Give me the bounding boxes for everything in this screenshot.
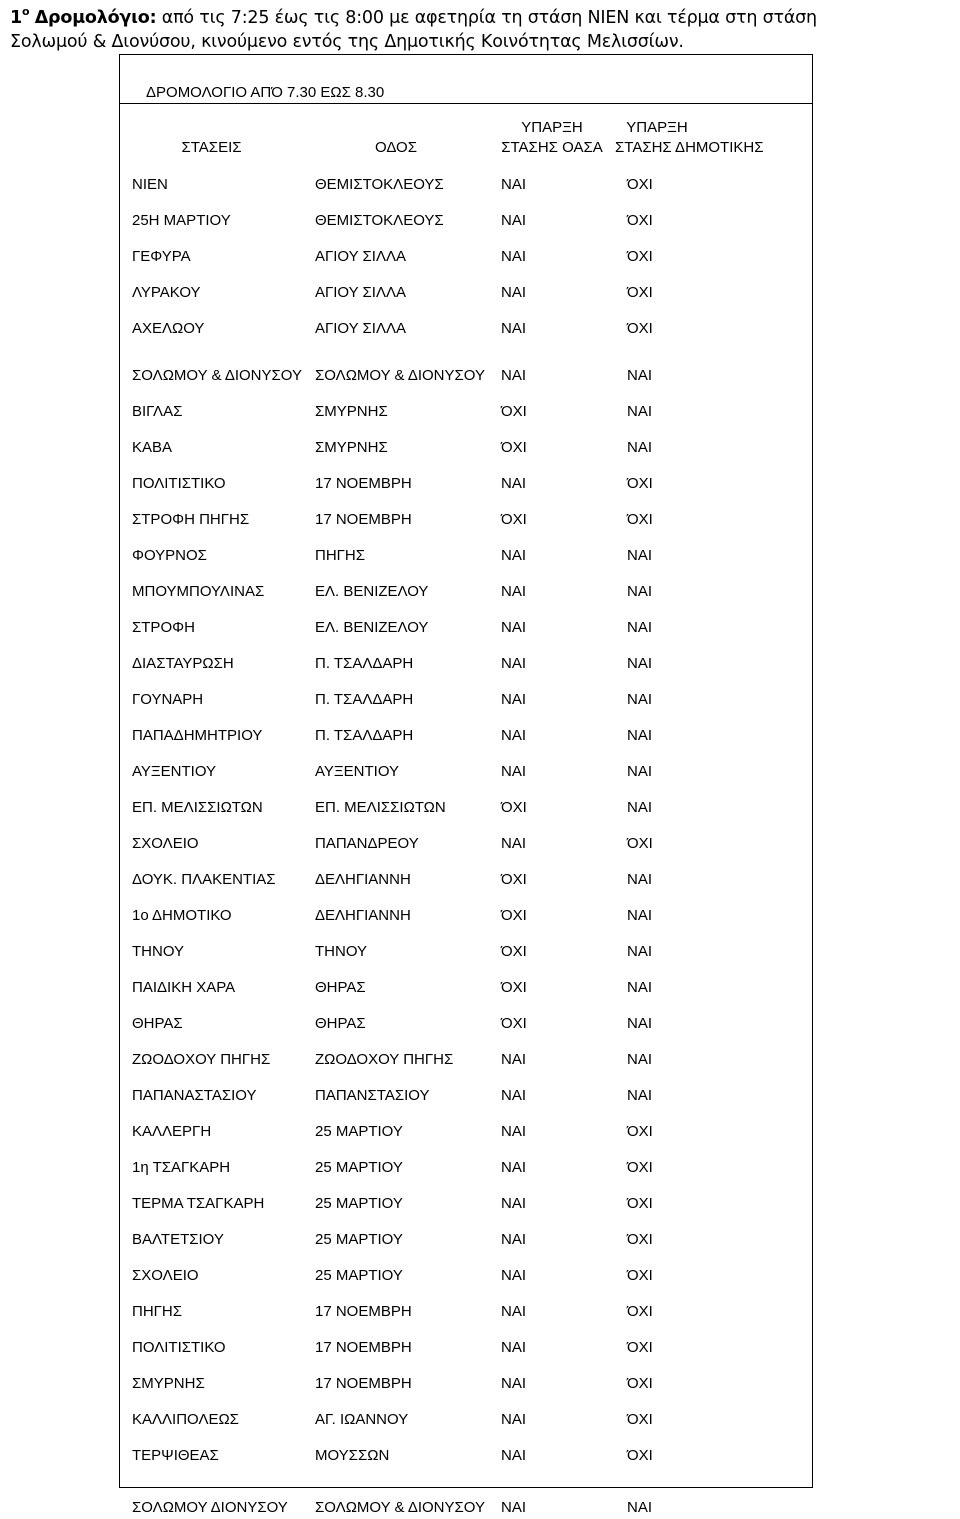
municipal-stop-cell: ΌΧΙ xyxy=(627,511,653,528)
municipal-stop-cell: ΌΧΙ xyxy=(627,1195,653,1212)
oasa-stop-cell: ΌΧΙ xyxy=(501,511,527,528)
street-cell: Π. ΤΣΑΛΔΑΡΗ xyxy=(315,727,414,744)
stop-cell: ΣΟΛΩΜΟΥ ΔΙΟΝΥΣΟΥ xyxy=(132,1499,288,1516)
municipal-stop-cell: ΝΑΙ xyxy=(627,547,653,564)
header-municipal-line2: ΣΤΑΣΗΣ ΔΗΜΟΤΙΚΗΣ xyxy=(615,139,764,156)
municipal-stop-cell: ΌΧΙ xyxy=(627,1447,653,1464)
stop-cell: ΕΠ. ΜΕΛΙΣΣΙΩΤΩΝ xyxy=(132,799,263,816)
oasa-stop-cell: ΝΑΙ xyxy=(501,1339,527,1356)
route-number: 1 xyxy=(10,8,22,28)
oasa-stop-cell: ΌΧΙ xyxy=(501,799,527,816)
oasa-stop-cell: ΝΑΙ xyxy=(501,727,527,744)
stop-cell: ΔΟΥΚ. ΠΛΑΚΕΝΤΙΑΣ xyxy=(132,871,276,888)
municipal-stop-cell: ΌΧΙ xyxy=(627,1159,653,1176)
stop-cell: ΓΕΦΥΡΑ xyxy=(132,248,191,265)
oasa-stop-cell: ΌΧΙ xyxy=(501,403,527,420)
municipal-stop-cell: ΝΑΙ xyxy=(627,691,653,708)
header-municipal xyxy=(615,108,813,160)
municipal-stop-cell: ΌΧΙ xyxy=(627,1339,653,1356)
header-oasa-line2: ΣΤΑΣΗΣ ΟΑΣΑ xyxy=(501,139,603,156)
street-cell: ΔΕΛΗΓΙΑΝΝΗ xyxy=(315,871,411,888)
table-row xyxy=(120,268,813,304)
oasa-stop-cell: ΌΧΙ xyxy=(501,907,527,924)
stop-cell: ΒΙΓΛΑΣ xyxy=(132,403,183,420)
oasa-stop-cell: ΌΧΙ xyxy=(501,1015,527,1032)
oasa-stop-cell: ΝΑΙ xyxy=(501,655,527,672)
table-row xyxy=(120,675,813,711)
schedule-table xyxy=(120,54,813,1519)
street-cell: ΕΠ. ΜΕΛΙΣΣΙΩΤΩΝ xyxy=(315,799,446,816)
stop-cell: ΘΗΡΑΣ xyxy=(132,1015,183,1032)
street-cell: 25 ΜΑΡΤΙΟΥ xyxy=(315,1231,403,1248)
table-row xyxy=(120,603,813,639)
table-row xyxy=(120,1359,813,1395)
street-cell: 17 ΝΟΕΜΒΡΗ xyxy=(315,1339,412,1356)
municipal-stop-cell: ΌΧΙ xyxy=(627,284,653,301)
oasa-stop-cell: ΝΑΙ xyxy=(501,176,527,193)
street-cell: 17 ΝΟΕΜΒΡΗ xyxy=(315,1303,412,1320)
table-header-row xyxy=(120,108,813,160)
stop-cell: ΖΩΟΔΟΧΟΥ ΠΗΓΗΣ xyxy=(132,1051,271,1068)
street-cell: 25 ΜΑΡΤΙΟΥ xyxy=(315,1123,403,1140)
municipal-stop-cell: ΝΑΙ xyxy=(627,367,653,384)
municipal-stop-cell: ΌΧΙ xyxy=(627,248,653,265)
municipal-stop-cell: ΝΑΙ xyxy=(627,763,653,780)
street-cell: ΑΓ. ΙΩΑΝΝΟΥ xyxy=(315,1411,409,1428)
header-stops xyxy=(120,108,303,160)
municipal-stop-cell: ΌΧΙ xyxy=(627,1123,653,1140)
municipal-stop-cell: ΝΑΙ xyxy=(627,655,653,672)
stop-cell: ΣΤΡΟΦΗ ΠΗΓΗΣ xyxy=(132,511,250,528)
route-label: Δρομολόγιο: xyxy=(34,8,157,28)
table-row xyxy=(120,495,813,531)
street-cell: 25 ΜΑΡΤΙΟΥ xyxy=(315,1267,403,1284)
street-cell: 17 ΝΟΕΜΒΡΗ xyxy=(315,1375,412,1392)
table-row xyxy=(120,340,813,387)
stop-cell: ΣΟΛΩΜΟΥ & ΔΙΟΝΥΣΟΥ xyxy=(132,367,302,384)
municipal-stop-cell: ΌΧΙ xyxy=(627,475,653,492)
municipal-stop-cell: ΝΑΙ xyxy=(627,727,653,744)
street-cell: ΠΑΠΑΝΔΡΕΟΥ xyxy=(315,835,419,852)
municipal-stop-cell: ΝΑΙ xyxy=(627,979,653,996)
table-row xyxy=(120,1071,813,1107)
table-row xyxy=(120,531,813,567)
oasa-stop-cell: ΝΑΙ xyxy=(501,284,527,301)
oasa-stop-cell: ΝΑΙ xyxy=(501,1159,527,1176)
municipal-stop-cell: ΝΑΙ xyxy=(627,1015,653,1032)
table-row xyxy=(120,567,813,603)
oasa-stop-cell: ΝΑΙ xyxy=(501,1375,527,1392)
table-row xyxy=(120,783,813,819)
street-cell: ΜΟΥΣΣΩΝ xyxy=(315,1447,390,1464)
stop-cell: 25Η ΜΑΡΤΙΟΥ xyxy=(132,212,231,229)
street-cell: ΘΕΜΙΣΤΟΚΛΕΟΥΣ xyxy=(315,212,444,229)
oasa-stop-cell: ΌΧΙ xyxy=(501,439,527,456)
street-cell: ΑΓΙΟΥ ΣΙΛΛΑ xyxy=(315,320,407,337)
table-row xyxy=(120,1251,813,1287)
street-cell: 17 ΝΟΕΜΒΡΗ xyxy=(315,511,412,528)
stop-cell: ΣΤΡΟΦΗ xyxy=(132,619,195,636)
street-cell: Π. ΤΣΑΛΔΑΡΗ xyxy=(315,691,414,708)
oasa-stop-cell: ΝΑΙ xyxy=(501,1411,527,1428)
route-description-line2: Σολωμού & Διονύσου, κινούμενο εντός της Δημοτικής Κοινότητας Μελισσίων. xyxy=(10,32,684,52)
route-number-superscript: ο xyxy=(21,5,30,18)
stop-cell: ΣΜΥΡΝΗΣ xyxy=(132,1375,205,1392)
municipal-stop-cell: ΝΑΙ xyxy=(627,619,653,636)
table-row xyxy=(120,963,813,999)
municipal-stop-cell: ΝΑΙ xyxy=(627,943,653,960)
stop-cell: ΒΑΛΤΕΤΣΙΟΥ xyxy=(132,1231,224,1248)
municipal-stop-cell: ΝΑΙ xyxy=(627,1499,653,1516)
oasa-stop-cell: ΝΑΙ xyxy=(501,1123,527,1140)
oasa-stop-cell: ΝΑΙ xyxy=(501,248,527,265)
table-row xyxy=(120,196,813,232)
table-row xyxy=(120,1215,813,1251)
municipal-stop-cell: ΝΑΙ xyxy=(627,799,653,816)
table-row xyxy=(120,927,813,963)
street-cell: ΣΟΛΩΜΟΥ & ΔΙΟΝΥΣΟΥ xyxy=(315,367,485,384)
municipal-stop-cell: ΝΑΙ xyxy=(627,907,653,924)
stop-cell: ΜΠΟΥΜΠΟΥΛΙΝΑΣ xyxy=(132,583,265,600)
municipal-stop-cell: ΝΑΙ xyxy=(627,583,653,600)
stop-cell: ΤΗΝΟΥ xyxy=(132,943,185,960)
stop-cell: ΣΧΟΛΕΙΟ xyxy=(132,835,199,852)
oasa-stop-cell: ΝΑΙ xyxy=(501,212,527,229)
table-row xyxy=(120,639,813,675)
table-row xyxy=(120,891,813,927)
stop-cell: ΝΙΕΝ xyxy=(132,176,168,193)
table-row xyxy=(120,855,813,891)
table-row xyxy=(120,1035,813,1071)
stop-cell: ΤΕΡΨΙΘΕΑΣ xyxy=(132,1447,219,1464)
table-row xyxy=(120,1395,813,1431)
municipal-stop-cell: ΌΧΙ xyxy=(627,835,653,852)
route-description-line1: από τις 7:25 έως τις 8:00 με αφετηρία τη στάση ΝΙΕΝ και τέρμα στη στάση xyxy=(161,8,817,28)
header-oasa xyxy=(489,108,615,160)
stop-cell: ΠΗΓΗΣ xyxy=(132,1303,183,1320)
table-row xyxy=(120,459,813,495)
oasa-stop-cell: ΝΑΙ xyxy=(501,1087,527,1104)
table-row xyxy=(120,304,813,340)
street-cell: ΠΑΠΑΝΣΤΑΣΙΟΥ xyxy=(315,1087,430,1104)
municipal-stop-cell: ΌΧΙ xyxy=(627,176,653,193)
oasa-stop-cell: ΝΑΙ xyxy=(501,1447,527,1464)
header-oasa-line1: ΥΠΑΡΞΗ xyxy=(521,119,583,136)
table-row xyxy=(120,1323,813,1359)
oasa-stop-cell: ΝΑΙ xyxy=(501,619,527,636)
oasa-stop-cell: ΌΧΙ xyxy=(501,979,527,996)
street-cell: ΣΜΥΡΝΗΣ xyxy=(315,403,388,420)
oasa-stop-cell: ΝΑΙ xyxy=(501,1303,527,1320)
street-cell: 25 ΜΑΡΤΙΟΥ xyxy=(315,1159,403,1176)
stop-cell: 1η ΤΣΑΓΚΑΡΗ xyxy=(132,1159,231,1176)
oasa-stop-cell: ΝΑΙ xyxy=(501,367,527,384)
oasa-stop-cell: ΝΑΙ xyxy=(501,1051,527,1068)
stop-cell: ΠΟΛΙΤΙΣΤΙΚΟ xyxy=(132,475,226,492)
municipal-stop-cell: ΌΧΙ xyxy=(627,1411,653,1428)
stop-cell: ΚΑΒΑ xyxy=(132,439,173,456)
oasa-stop-cell: ΝΑΙ xyxy=(501,1195,527,1212)
stop-cell: ΦΟΥΡΝΟΣ xyxy=(132,547,207,564)
street-cell: ΑΓΙΟΥ ΣΙΛΛΑ xyxy=(315,284,407,301)
oasa-stop-cell: ΝΑΙ xyxy=(501,691,527,708)
header-stops-label: ΣΤΑΣΕΙΣ xyxy=(181,139,242,156)
oasa-stop-cell: ΝΑΙ xyxy=(501,547,527,564)
stop-cell: ΑΧΕΛΩΟΥ xyxy=(132,320,205,337)
municipal-stop-cell: ΌΧΙ xyxy=(627,212,653,229)
stop-cell: ΓΟΥΝΑΡΗ xyxy=(132,691,204,708)
street-cell: ΘΗΡΑΣ xyxy=(315,979,366,996)
table-row xyxy=(120,819,813,855)
table-row xyxy=(120,1107,813,1143)
stop-cell: ΠΑΙΔΙΚΗ ΧΑΡΑ xyxy=(132,979,236,996)
street-cell: ΤΗΝΟΥ xyxy=(315,943,368,960)
table-row xyxy=(120,711,813,747)
municipal-stop-cell: ΝΑΙ xyxy=(627,871,653,888)
oasa-stop-cell: ΝΑΙ xyxy=(501,1499,527,1516)
table-row xyxy=(120,1179,813,1215)
stop-cell: ΔΙΑΣΤΑΥΡΩΣΗ xyxy=(132,655,234,672)
oasa-stop-cell: ΝΑΙ xyxy=(501,835,527,852)
stop-cell: ΚΑΛΛΕΡΓΗ xyxy=(132,1123,212,1140)
municipal-stop-cell: ΝΑΙ xyxy=(627,403,653,420)
stop-cell: ΣΧΟΛΕΙΟ xyxy=(132,1267,199,1284)
oasa-stop-cell: ΝΑΙ xyxy=(501,583,527,600)
table-row xyxy=(120,747,813,783)
stop-cell: ΠΑΠΑΔΗΜΗΤΡΙΟΥ xyxy=(132,727,263,744)
table-title: ΔΡΟΜΟΛΟΓΙΟ ΑΠΌ 7.30 ΕΩΣ 8.30 xyxy=(146,84,385,101)
table-row xyxy=(120,1467,813,1519)
municipal-stop-cell: ΝΑΙ xyxy=(627,1087,653,1104)
municipal-stop-cell: ΌΧΙ xyxy=(627,1231,653,1248)
street-cell: ΖΩΟΔΟΧΟΥ ΠΗΓΗΣ xyxy=(315,1051,454,1068)
oasa-stop-cell: ΝΑΙ xyxy=(501,320,527,337)
oasa-stop-cell: ΝΑΙ xyxy=(501,1267,527,1284)
header-street-label: ΟΔΟΣ xyxy=(375,139,417,156)
street-cell: Π. ΤΣΑΛΔΑΡΗ xyxy=(315,655,414,672)
municipal-stop-cell: ΝΑΙ xyxy=(627,1051,653,1068)
table-row xyxy=(120,423,813,459)
street-cell: 17 ΝΟΕΜΒΡΗ xyxy=(315,475,412,492)
street-cell: ΕΛ. ΒΕΝΙΖΕΛΟΥ xyxy=(315,619,429,636)
street-cell: ΑΓΙΟΥ ΣΙΛΛΑ xyxy=(315,248,407,265)
street-cell: ΑΥΞΕΝΤΙΟΥ xyxy=(315,763,400,780)
street-cell: 25 ΜΑΡΤΙΟΥ xyxy=(315,1195,403,1212)
stop-cell: ΛΥΡΑΚΟΥ xyxy=(132,284,201,301)
table-title-row xyxy=(120,54,813,108)
table-row xyxy=(120,1287,813,1323)
street-cell: ΘΕΜΙΣΤΟΚΛΕΟΥΣ xyxy=(315,176,444,193)
stop-cell: ΠΑΠΑΝΑΣΤΑΣΙΟΥ xyxy=(132,1087,257,1104)
municipal-stop-cell: ΝΑΙ xyxy=(627,439,653,456)
street-cell: ΣΟΛΩΜΟΥ & ΔΙΟΝΥΣΟΥ xyxy=(315,1499,485,1516)
stop-cell: ΚΑΛΛΙΠΟΛΕΩΣ xyxy=(132,1411,239,1428)
header-street xyxy=(303,108,489,160)
document-heading xyxy=(10,6,955,54)
stop-cell: ΤΕΡΜΑ ΤΣΑΓΚΑΡΗ xyxy=(132,1195,265,1212)
header-municipal-line1: ΥΠΑΡΞΗ xyxy=(626,119,688,136)
municipal-stop-cell: ΌΧΙ xyxy=(627,1303,653,1320)
oasa-stop-cell: ΝΑΙ xyxy=(501,475,527,492)
table-row xyxy=(120,387,813,423)
oasa-stop-cell: ΌΧΙ xyxy=(501,871,527,888)
oasa-stop-cell: ΝΑΙ xyxy=(501,763,527,780)
table-row xyxy=(120,160,813,196)
table-row xyxy=(120,232,813,268)
oasa-stop-cell: ΝΑΙ xyxy=(501,1231,527,1248)
table-row xyxy=(120,1431,813,1467)
table-row xyxy=(120,1143,813,1179)
street-cell: ΠΗΓΗΣ xyxy=(315,547,366,564)
municipal-stop-cell: ΌΧΙ xyxy=(627,1375,653,1392)
street-cell: ΘΗΡΑΣ xyxy=(315,1015,366,1032)
street-cell: ΕΛ. ΒΕΝΙΖΕΛΟΥ xyxy=(315,583,429,600)
street-cell: ΔΕΛΗΓΙΑΝΝΗ xyxy=(315,907,411,924)
oasa-stop-cell: ΌΧΙ xyxy=(501,943,527,960)
municipal-stop-cell: ΌΧΙ xyxy=(627,1267,653,1284)
table-row xyxy=(120,999,813,1035)
municipal-stop-cell: ΌΧΙ xyxy=(627,320,653,337)
stop-cell: ΠΟΛΙΤΙΣΤΙΚΟ xyxy=(132,1339,226,1356)
street-cell: ΣΜΥΡΝΗΣ xyxy=(315,439,388,456)
stop-cell: 1ο ΔΗΜΟΤΙΚΟ xyxy=(132,907,232,924)
stop-cell: ΑΥΞΕΝΤΙΟΥ xyxy=(132,763,217,780)
